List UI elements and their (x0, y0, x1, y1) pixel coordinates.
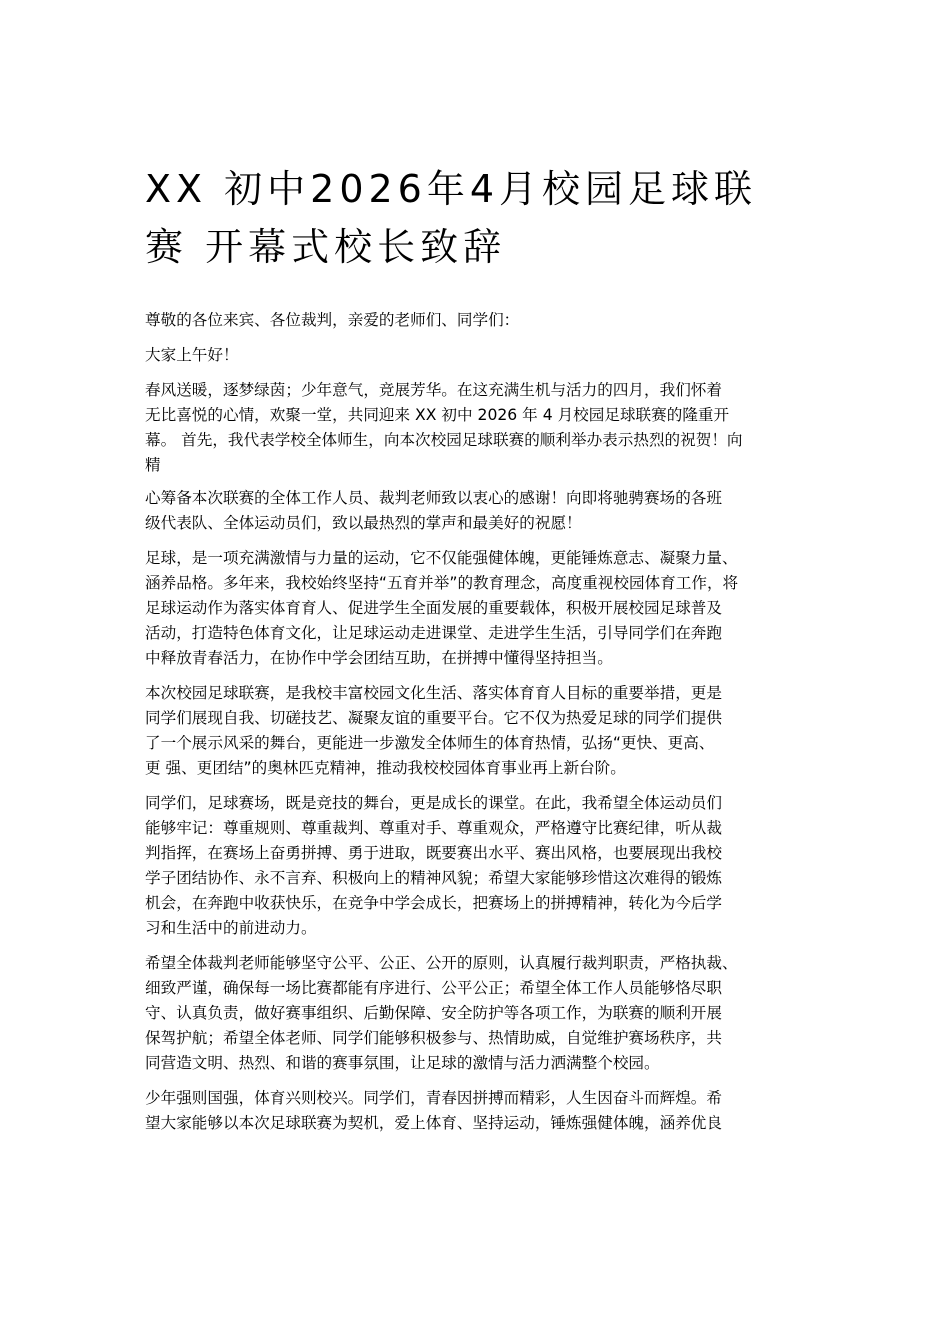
text-line: 同营造文明、热烈、和谐的赛事氛围，让足球的激情与活力洒满整个校园。 (145, 1054, 660, 1072)
text-line: 同学们，足球赛场，既是竞技的舞台，更是成长的课堂。在此，我希望全体运动员们 (145, 794, 722, 812)
text-line: 能够牢记：尊重规则、尊重裁判、尊重对手、尊重观众，严格遵守比赛纪律，听从裁 (145, 819, 722, 837)
text-line: 大家上午好！ (145, 346, 239, 364)
document-title (145, 160, 845, 276)
text-line: 精 (145, 456, 161, 474)
text-line: 少年强则国强，体育兴则校兴。同学们，青春因拼搏而精彩，人生因奋斗而辉煌。希 (145, 1089, 722, 1107)
text-line: 望大家能够以本次足球联赛为契机，爱上体育、坚持运动，锤炼强健体魄，涵养优良 (145, 1114, 722, 1132)
text-line: 细致严谨，确保每一场比赛都能有序进行、公平公正；希望全体工作人员能够恪尽职 (145, 979, 722, 997)
text-line: 足球运动作为落实体育育人、促进学生全面发展的重要载体，积极开展校园足球普及 (145, 599, 722, 617)
text-line: 守、认真负责，做好赛事组织、后勤保障、安全防护等各项工作，为联赛的顺利开展 (145, 1004, 722, 1022)
text-line: 尊敬的各位来宾、各位裁判，亲爱的老师们、同学们： (145, 311, 520, 329)
greeting-paragraph (145, 343, 835, 368)
athletes-paragraph (145, 791, 835, 941)
text-line: 更 强、更团结”的奥林匹克精神，推动我校校园体育事业再上新台阶。 (145, 759, 626, 777)
text-line: 心筹备本次联赛的全体工作人员、裁判老师致以衷心的感谢！向即将驰骋赛场的各班 (145, 489, 722, 507)
text-line: 同学们展现自我、切磋技艺、凝聚友谊的重要平台。它不仅为热爱足球的同学们提供 (145, 709, 722, 727)
text-line: 本次校园足球联赛，是我校丰富校园文化生活、落实体育育人目标的重要举措，更是 (145, 684, 722, 702)
salutation-paragraph (145, 308, 835, 333)
title-line: 赛 开幕式校长致辞 (145, 225, 507, 269)
text-line: 习和生活中的前进动力。 (145, 919, 317, 937)
thanks-paragraph (145, 486, 835, 536)
closing-paragraph (145, 1086, 835, 1136)
title-line: XX 初中2026年4月校园足球联 (145, 167, 758, 211)
opening-paragraph (145, 378, 835, 478)
text-line: 希望全体裁判老师能够坚守公平、公正、公开的原则，认真履行裁判职责，严格执裁、 (145, 954, 738, 972)
text-line: 学子团结协作、永不言弃、积极向上的精神风貌；希望大家能够珍惜这次难得的锻炼 (145, 869, 722, 887)
text-line: 无比喜悦的心情，欢聚一堂，共同迎来 XX 初中 2026 年 4 月校园足球联赛的隆重开 (145, 406, 730, 424)
text-line: 机会，在奔跑中收获快乐，在竞争中学会成长，把赛场上的拼搏精神，转化为今后学 (145, 894, 722, 912)
text-line: 幕。 首先，我代表学校全体师生，向本次校园足球联赛的顺利举办表示热烈的祝贺！向 (145, 431, 743, 449)
text-line: 春风送暖，逐梦绿茵；少年意气，竞展芳华。在这充满生机与活力的四月，我们怀着 (145, 381, 722, 399)
text-line: 中释放青春活力，在协作中学会团结互助，在拼搏中懂得坚持担当。 (145, 649, 613, 667)
text-line: 级代表队、全体运动员们，致以最热烈的掌声和最美好的祝愿！ (145, 514, 582, 532)
text-line: 涵养品格。多年来，我校始终坚持“五育并举”的教育理念，高度重视校园体育工作，将 (145, 574, 739, 592)
text-line: 判指挥，在赛场上奋勇拼搏、勇于进取，既要赛出水平、赛出风格，也要展现出我校 (145, 844, 722, 862)
league-paragraph (145, 681, 835, 781)
text-line: 足球，是一项充满激情与力量的运动，它不仅能强健体魄，更能锤炼意志、凝聚力量、 (145, 549, 738, 567)
text-line: 活动，打造特色体育文化，让足球运动走进课堂、走进学生生活，引导同学们在奔跑 (145, 624, 722, 642)
document-body (145, 308, 835, 1146)
text-line: 保驾护航；希望全体老师、同学们能够积极参与、热情助威，自觉维护赛场秩序，共 (145, 1029, 722, 1047)
football-paragraph (145, 546, 835, 671)
referees-paragraph (145, 951, 835, 1076)
text-line: 了一个展示风采的舞台，更能进一步激发全体师生的体育热情，弘扬“更快、更高、 (145, 734, 715, 752)
